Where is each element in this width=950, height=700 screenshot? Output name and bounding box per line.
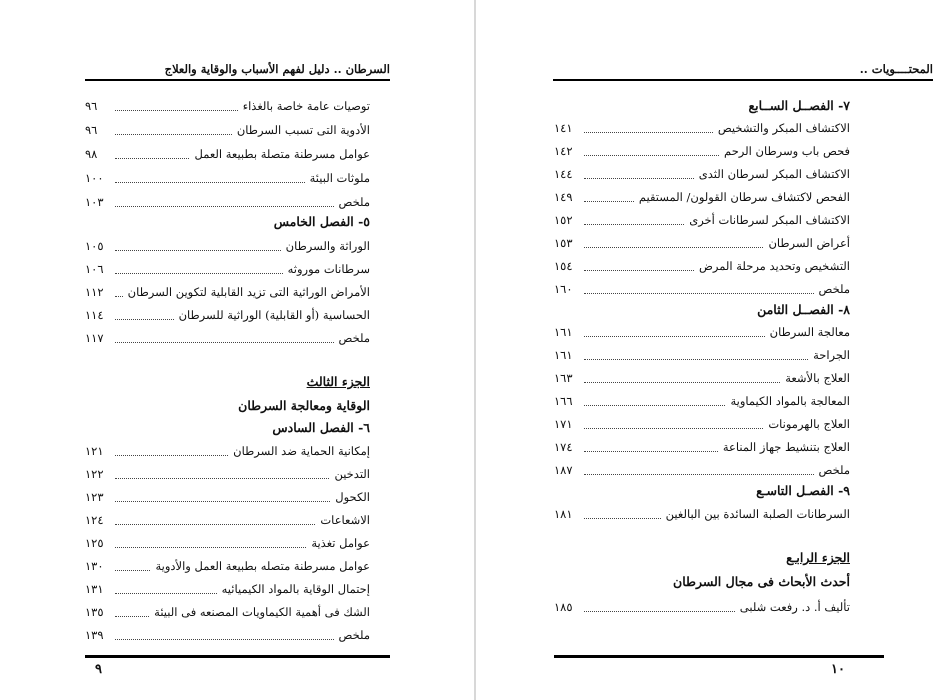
toc-entry[interactable] [554,187,850,207]
toc-entry[interactable] [554,164,850,184]
entry-title: العلاج بالأشعة [785,371,850,385]
entry-page: ١٠٦ [85,262,104,276]
toc-entry[interactable] [85,579,370,599]
left-page [0,0,474,700]
entry-title: أعراض السرطان [768,236,850,250]
toc-entry[interactable] [85,487,370,507]
toc-entry[interactable] [554,391,850,411]
entry-page: ١٧١ [554,417,573,431]
chapter-heading: ٩- الفصـل التاسـع [756,483,850,498]
running-header: المحتــــويات .. [859,62,933,76]
entry-title: المعالجة بالمواد الكيماوية [730,394,850,408]
dot-leader [584,374,780,383]
entry-title: الأمراض الوراثية التى تزيد القابلية لتكوين السرطان [127,285,370,299]
toc-entry[interactable] [554,256,850,276]
toc-entry[interactable] [554,504,850,524]
entry-page: ١٥٣ [554,236,573,250]
toc-entry[interactable] [85,602,370,622]
toc-entry[interactable] [85,305,370,325]
part-title: الوقاية ومعالجة السرطان [238,398,370,413]
entry-title: تأليف أ. د. رفعت شلبى [739,600,850,614]
chapter-heading: ٦- الفصل السادس [272,420,370,435]
dot-leader [115,470,329,479]
entry-title: معالجة السرطان [769,325,850,339]
dot-leader [584,397,725,406]
toc-entry[interactable] [85,510,370,530]
entry-title: عوامل مسرطنة متصله بطبيعة العمل والأدوية [155,559,370,573]
dot-leader [115,126,232,135]
toc-entry[interactable] [85,328,370,348]
entry-title: الجراحة [813,348,850,362]
dot-leader [115,265,283,274]
toc-entry[interactable] [554,210,850,230]
toc-entry[interactable] [554,368,850,388]
dot-leader [584,466,814,475]
entry-title: فحص باب وسرطان الرحم [724,144,850,158]
dot-leader [584,351,808,360]
toc-entry[interactable] [85,282,370,302]
entry-title: الفحص لاكتشاف سرطان القولون/ المستقيم [638,190,850,204]
page-number: ١٠ [831,662,845,677]
entry-page: ١٣٠ [85,559,104,573]
dot-leader [584,193,634,202]
toc-entry[interactable] [85,236,370,256]
toc-entry[interactable] [85,168,370,188]
entry-title: عوامل تغذية [311,536,370,550]
entry-page: ١٥٢ [554,213,573,227]
dot-leader [584,216,684,225]
dot-leader [584,603,735,612]
entry-page: ١١٤ [85,308,104,322]
entry-title: الأدوية التى تسبب السرطان [236,123,370,137]
entry-title: ملوثات البيئة [309,171,370,185]
entry-page: ١٦٣ [554,371,573,385]
entry-page: ١٨٥ [554,600,573,614]
entry-title: الاكتشاف المبكر والتشخيص [717,121,850,135]
entry-page: ١١٢ [85,285,104,299]
dot-leader [584,170,694,179]
dot-leader [584,124,713,133]
footer-rule [554,655,884,658]
dot-leader [115,608,149,617]
entry-page: ١٤١ [554,121,573,135]
running-header: السرطان .. دليل لفهم الأسباب والوقاية والعلاج [164,62,390,76]
toc-entry[interactable] [85,441,370,461]
toc-entry[interactable] [554,597,850,617]
page-number: ٩ [95,662,102,677]
toc-entry[interactable] [554,322,850,342]
footer-rule [85,655,390,658]
entry-page: ١٦١ [554,325,573,339]
entry-title: ملخص [818,463,850,477]
part-title: أحدث الأبحاث فى مجال السرطان [673,574,850,589]
toc-entry[interactable] [85,556,370,576]
entry-title: الاكتشاف المبكر لسرطان الثدى [698,167,850,181]
entry-title: الاكتشاف المبكر لسرطانات أخرى [689,213,850,227]
entry-title: الاشعاعات [320,513,370,527]
dot-leader [115,516,315,525]
toc-entry[interactable] [554,345,850,365]
entry-page: ١٢٣ [85,490,104,504]
entry-page: ١٨٧ [554,463,573,477]
entry-page: ١٦٠ [554,282,573,296]
dot-leader [115,174,305,183]
dot-leader [584,328,765,337]
entry-page: ٩٦ [85,123,98,137]
dot-leader [115,311,174,320]
entry-page: ١٤٩ [554,190,573,204]
dot-leader [115,562,150,571]
entry-page: ٩٦ [85,99,98,113]
entry-page: ١٠٥ [85,239,104,253]
entry-title: ملخص [338,628,370,642]
entry-title: ملخص [338,331,370,345]
dot-leader [584,147,719,156]
entry-title: التدخين [334,467,370,481]
entry-page: ٩٨ [85,147,98,161]
dot-leader [584,443,718,452]
dot-leader [115,334,334,343]
toc-entry[interactable] [85,120,370,140]
entry-page: ١٨١ [554,507,573,521]
entry-title: الوراثة والسرطان [285,239,370,253]
entry-page: ١٢٤ [85,513,104,527]
entry-title: إحتمال الوقاية بالمواد الكيميائيه [221,582,370,596]
entry-title: عوامل مسرطنة متصلة بطبيعة العمل [194,147,370,161]
entry-title: توصيات عامة خاصة بالغذاء [242,99,370,113]
entry-page: ١١٧ [85,331,104,345]
toc-entry[interactable] [554,118,850,138]
entry-page: ١٢٥ [85,536,104,550]
entry-title: إمكانية الحماية ضد السرطان [233,444,370,458]
toc-entry[interactable] [85,625,370,645]
toc-entry[interactable] [554,141,850,161]
dot-leader [115,288,123,297]
toc-entry[interactable] [554,437,850,457]
entry-page: ١٣١ [85,582,104,596]
entry-page: ١٠٠ [85,171,104,185]
dot-leader [115,198,334,207]
entry-page: ١٤٢ [554,144,573,158]
toc-entry[interactable] [85,96,370,116]
entry-title: الحساسية (أو القابلية) الوراثية للسرطان [178,308,370,322]
dot-leader [115,585,217,594]
entry-title: السرطانات الصلبة السائدة بين البالغين [665,507,850,521]
entry-title: الكحول [335,490,370,504]
dot-leader [584,239,763,248]
toc-entry[interactable] [554,460,850,480]
chapter-heading: ٧- الفصــل الســابع [748,98,850,113]
entry-title: التشخيص وتحديد مرحلة المرض [698,259,850,273]
header-rule [85,79,390,81]
entry-page: ١٦١ [554,348,573,362]
entry-page: ١٣٩ [85,628,104,642]
dot-leader [115,102,238,111]
entry-page: ١٣٥ [85,605,104,619]
toc-entry[interactable] [85,259,370,279]
entry-title: ملخص [818,282,850,296]
toc-entry[interactable] [554,279,850,299]
entry-title: العلاج بتنشيط جهاز المناعة [722,440,850,454]
entry-title: الشك فى أهمية الكيماويات المصنعه فى البيئة [154,605,370,619]
toc-entry[interactable] [85,192,370,212]
entry-page: ١٢١ [85,444,104,458]
toc-entry[interactable] [85,144,370,164]
dot-leader [115,493,330,502]
header-rule [553,79,933,81]
entry-page: ١٦٦ [554,394,573,408]
entry-title: سرطانات موروثه [287,262,370,276]
dot-leader [115,242,281,251]
entry-page: ١٥٤ [554,259,573,273]
chapter-heading: ٥- الفصل الخامس [273,214,370,229]
entry-title: العلاج بالهرمونات [768,417,850,431]
part-heading: الجزء الثالث [306,374,370,389]
entry-page: ١٧٤ [554,440,573,454]
entry-page: ١٤٤ [554,167,573,181]
toc-entry[interactable] [554,414,850,434]
part-heading: الجزء الرابـع [786,550,850,565]
dot-leader [115,447,228,456]
toc-entry[interactable] [85,533,370,553]
entry-title: ملخص [338,195,370,209]
toc-entry[interactable] [554,233,850,253]
dot-leader [115,539,306,548]
dot-leader [584,420,763,429]
dot-leader [584,285,814,294]
right-page [476,0,950,700]
dot-leader [115,150,189,159]
dot-leader [584,262,694,271]
toc-entry[interactable] [85,464,370,484]
dot-leader [584,510,661,519]
entry-page: ١٢٢ [85,467,104,481]
chapter-heading: ٨- الفصــل الثامن [757,302,850,317]
dot-leader [115,631,334,640]
entry-page: ١٠٣ [85,195,104,209]
